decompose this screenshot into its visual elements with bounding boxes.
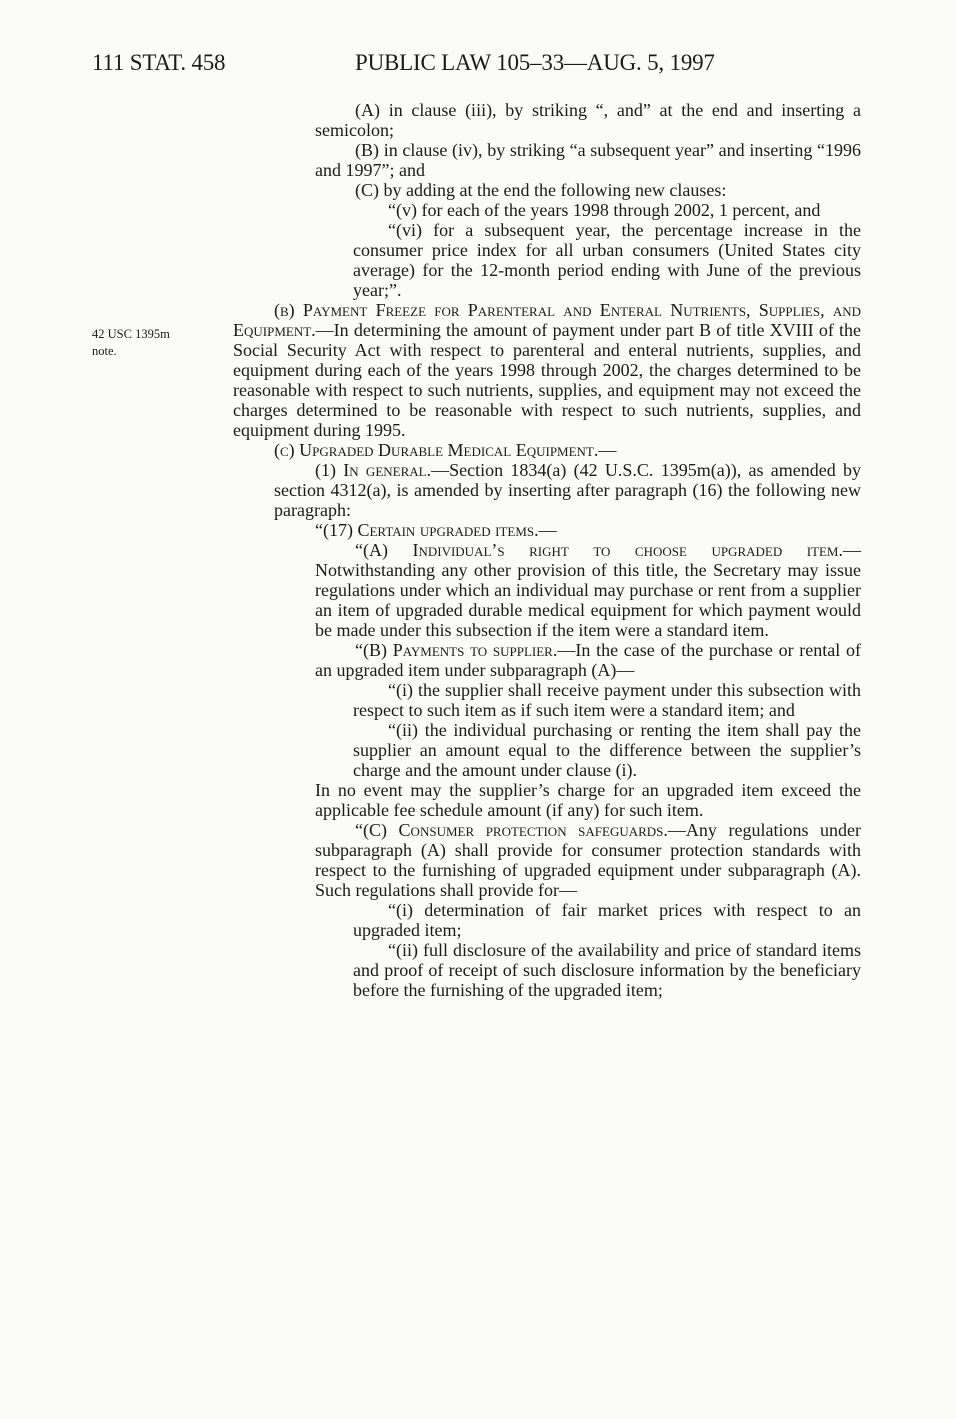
subparagraph-c-clause-i: “(i) determination of fair market prices with respect to an upgraded item; (353, 900, 861, 940)
subsection-c-heading-text: (c) Upgraded Durable Medical Equipment.— (274, 440, 617, 460)
paragraph-17-heading-text: “(17) Certain upgraded items.— (315, 520, 557, 540)
subparagraph-b-clause-iv: (B) in clause (iv), by striking “a subsequent year” and inserting “1996 and 1997”; and (315, 140, 861, 180)
subparagraph-c-heading: “(C) Consumer protection safeguards. (355, 820, 668, 840)
body-text (233, 100, 861, 1000)
margin-citation-line2: note. (92, 344, 117, 358)
subparagraph-c-text: —Any regulations under subparagraph (A) shall provide for consumer protection standards with respect to the furnishing of upgraded equipment under subparagraph (A). Such regulations shall provide for— (315, 820, 862, 900)
margin-citation (92, 326, 232, 360)
subparagraph-b-heading: “(B) Payments to supplier. (355, 640, 558, 660)
subparagraph-c-adding: (C) by adding at the end the following new clauses: (355, 180, 727, 200)
subparagraph-a-heading: “(A) Individual’s right to choose upgraded item. (355, 540, 843, 560)
new-clause-v: “(v) for each of the years 1998 through 2002, 1 percent, and (388, 200, 821, 220)
subparagraph-c-clause-ii: “(ii) full disclosure of the availability and price of standard items and proof of receipt of such disclosure information by the beneficiary before the furnishing of the upgraded item; (353, 940, 861, 1000)
subparagraph-b-payments (233, 640, 861, 680)
subsection-b-heading: (b) Payment Freeze for Parenteral and Enteral Nutrients, Supplies, and Equipment. (233, 300, 861, 340)
subsection-b (233, 300, 861, 440)
subparagraph-a-clause-iii: (A) in clause (iii), by striking “, and” at the end and inserting a semicolon; (315, 100, 861, 140)
paragraph-1-text: —Section 1834(a) (42 U.S.C. 1395m(a)), as amended by section 4312(a), is amended by inserting after paragraph (16) the following new paragraph: (274, 460, 862, 520)
statute-page-number: 111 STAT. 458 (92, 50, 226, 75)
subparagraph-b-text: —In the case of the purchase or rental of an upgraded item under subparagraph (A)— (315, 640, 861, 680)
subparagraph-c-safeguards (233, 820, 861, 900)
running-title: PUBLIC LAW 105–33—AUG. 5, 1997 (355, 50, 715, 75)
paragraph-1-heading: (1) In general. (315, 460, 432, 480)
subparagraph-a-text: — Notwithstanding any other provision of this title, the Secretary may issue regulations under which an individual may purchase or rent from a supplier an item of upgraded durable medical equipment for which payment would be made under this subsection if the item were a standard item. (315, 540, 861, 640)
margin-citation-line1: 42 USC 1395m (92, 327, 170, 341)
subsection-c-heading (233, 440, 861, 460)
page-header (0, 50, 956, 82)
subparagraph-a-upgraded (233, 540, 861, 640)
subparagraph-b-flush-text: In no event may the supplier’s charge for an upgraded item exceed the applicable fee schedule amount (if any) for such item. (315, 780, 861, 820)
subsection-b-text: —In determining the amount of payment under part B of title XVIII of the Social Security Act with respect to parenteral and enteral nutrients, supplies, and equipment during each of the years 1998 through 2002, the charges determined to be reasonable with respect to such nutrients, supplies, and equipment may not exceed the charges determined to be reasonable with respect to such nutrients, supplies, and equipment during 1995. (233, 320, 861, 440)
subparagraph-b-clause-ii: “(ii) the individual purchasing or renting the item shall pay the supplier an amount equal to the difference between the supplier’s charge and the amount under clause (i). (353, 720, 861, 780)
paragraph-17-heading (233, 520, 861, 540)
subparagraph-b-clause-i: “(i) the supplier shall receive payment under this subsection with respect to such item as if such item were a standard item; and (353, 680, 861, 720)
new-clause-vi: “(vi) for a subsequent year, the percentage increase in the consumer price index for all urban consumers (United States city average) for the 12-month period ending with June of the previous year;”. (353, 220, 861, 300)
paragraph-1 (233, 460, 861, 520)
